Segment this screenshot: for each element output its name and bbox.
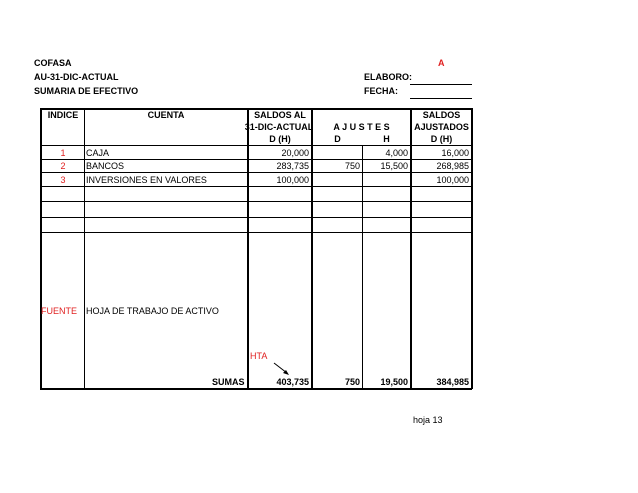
elaboro-signature-line	[410, 84, 472, 85]
row-cuenta: INVERSIONES EN VALORES	[86, 175, 207, 185]
sum-haber: 19,500	[380, 377, 408, 387]
row-ajustado: 100,000	[436, 175, 469, 185]
row-line-3	[40, 186, 472, 187]
row-line-1	[40, 159, 472, 160]
row-ajustado: 268,985	[436, 161, 469, 171]
col-header-ajustados-2: AJUSTADOS	[414, 122, 469, 132]
col-header-ajustados-3: D (H)	[430, 134, 453, 144]
col-line-saldo	[311, 108, 313, 389]
row-ajustado: 16,000	[441, 148, 469, 158]
sum-debe: 750	[344, 377, 360, 387]
row-line-4	[40, 201, 472, 202]
row-debe: 750	[344, 161, 360, 171]
row-cuenta: CAJA	[86, 148, 110, 158]
row-line-5	[40, 217, 472, 218]
col-header-cuenta: CUENTA	[147, 110, 185, 120]
col-header-indice: INDICE	[47, 110, 79, 120]
col-header-ajustados-1: SALDOS	[422, 110, 461, 120]
page-number: hoja 13	[413, 415, 443, 425]
hta-mark: HTA	[250, 351, 268, 361]
row-cuenta: BANCOS	[86, 161, 125, 171]
row-saldo: 20,000	[281, 148, 309, 158]
row-saldo: 100,000	[276, 175, 309, 185]
col-header-d: D	[334, 134, 341, 144]
col-line-right	[471, 108, 473, 389]
row-indice: 3	[60, 175, 66, 185]
col-line-d	[362, 145, 363, 389]
col-header-h: H	[383, 134, 390, 144]
sum-ajustado: 384,985	[436, 377, 469, 387]
row-haber: 15,500	[380, 161, 408, 171]
sumas-label: SUMAS	[212, 377, 245, 387]
fuente-label: FUENTE	[41, 306, 77, 316]
row-indice: 2	[60, 161, 66, 171]
col-line-indice	[84, 108, 85, 389]
reference-letter: A	[438, 58, 445, 68]
row-line-6	[40, 232, 472, 233]
row-haber: 4,000	[385, 148, 408, 158]
row-line-2	[40, 172, 472, 173]
fuente-text: HOJA DE TRABAJO DE ACTIVO	[86, 306, 219, 316]
header-divider	[40, 145, 472, 146]
tick-arrow-icon	[272, 361, 292, 377]
elaboro-label: ELABORO:	[364, 72, 412, 82]
col-header-saldos-2: 31-DIC-ACTUAL	[244, 122, 314, 132]
company-name: COFASA	[34, 58, 72, 68]
col-header-saldos-3: D (H)	[269, 134, 291, 144]
audit-period: AU-31-DIC-ACTUAL	[34, 72, 119, 82]
fecha-label: FECHA:	[364, 86, 398, 96]
row-indice: 1	[60, 148, 66, 158]
table-bottom-border	[40, 388, 472, 390]
fecha-line	[410, 98, 472, 99]
col-header-saldos-1: SALDOS AL	[254, 110, 306, 120]
col-header-ajustes: A J U S T E S	[333, 122, 390, 132]
sum-saldo: 403,735	[276, 377, 309, 387]
document-title: SUMARIA DE EFECTIVO	[34, 86, 139, 96]
row-saldo: 283,735	[276, 161, 309, 171]
